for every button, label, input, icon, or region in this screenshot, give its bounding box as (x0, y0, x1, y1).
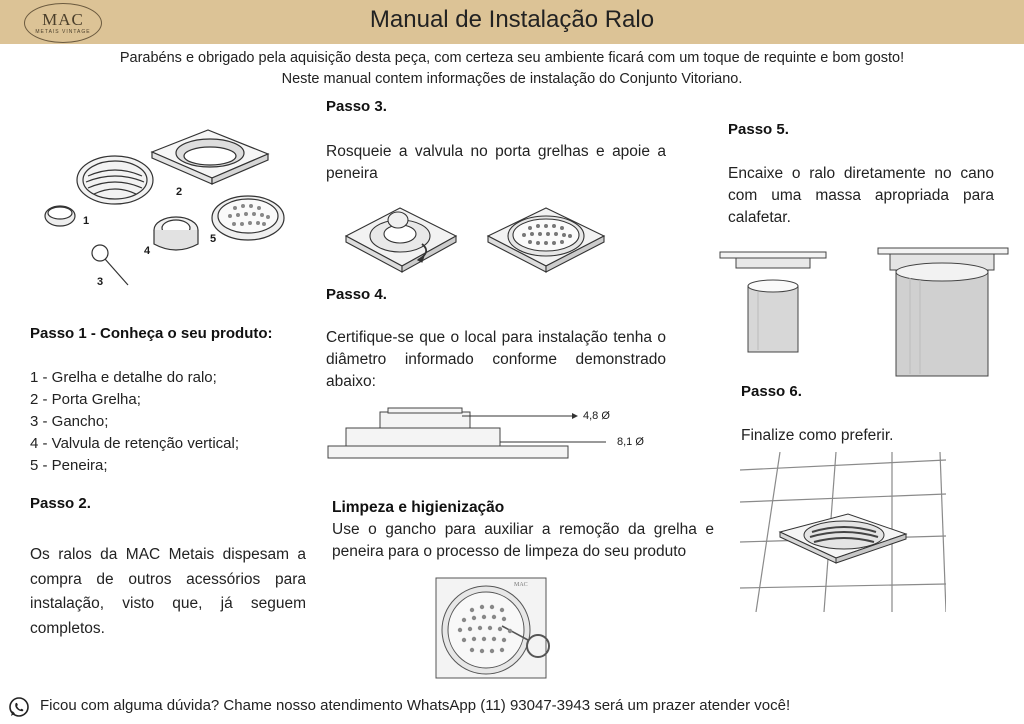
parts-diagram (30, 120, 320, 300)
whatsapp-icon[interactable] (8, 696, 30, 718)
cleaning-heading: Limpeza e higienização (332, 499, 505, 516)
part-label-4: 4 (144, 245, 151, 257)
logo-text: MAC (42, 9, 84, 29)
step2-heading: Passo 2. (30, 495, 91, 512)
cleaning-illustration (432, 574, 560, 682)
step4-heading: Passo 4. (326, 286, 387, 303)
part-label-1: 1 (83, 215, 90, 227)
step3-heading: Passo 3. (326, 98, 387, 115)
step2-text: Os ralos da MAC Metais dispesam a compra de outros acessórios para instalação, visto que, já seguem completos. (30, 546, 306, 637)
step6-illustration (740, 452, 946, 612)
intro-line-1: Parabéns e obrigado pela aquisição desta peça, com certeza seu ambiente ficará com um toque de requinte e bom gosto! (119, 50, 905, 66)
footer-contact-text: Ficou com alguma dúvida? Chame nosso atendimento WhatsApp (11) 93047-3943 será um prazer atender você! (40, 697, 791, 714)
dim-label-top: 4,8 Ø (583, 410, 610, 422)
product-stamp: MAC (514, 582, 528, 588)
diameter-diagram (326, 402, 606, 464)
step5-text: Encaixe o ralo diretamente no cano com uma massa apropriada para calafetar. (728, 165, 994, 226)
part-label-5: 5 (210, 233, 217, 245)
intro-line-2: Neste manual contem informações de instalação do Conjunto Vitoriano. (281, 71, 743, 87)
part-label-3: 3 (97, 276, 104, 288)
parts-list-item: 4 - Valvula de retenção vertical; (30, 435, 239, 452)
page-title: Manual de Instalação Ralo (369, 6, 655, 33)
step3-illustration (340, 200, 610, 276)
parts-list-item: 3 - Gancho; (30, 413, 109, 430)
cleaning-text: Use o gancho para auxiliar a remoção da grelha e peneira para o processo de limpeza do seu produto (332, 521, 714, 560)
step6-heading: Passo 6. (741, 383, 802, 400)
part-label-2: 2 (176, 186, 183, 198)
step5-heading: Passo 5. (728, 121, 789, 138)
parts-list-item: 5 - Peneira; (30, 457, 108, 474)
step6-text: Finalize como preferir. (741, 427, 894, 444)
logo-subtext: METAIS VINTAGE (35, 28, 91, 35)
step3-text: Rosqueie a valvula no porta grelhas e apoie a peneira (326, 143, 666, 182)
parts-list-item: 2 - Porta Grelha; (30, 391, 141, 408)
step4-text: Certifique-se que o local para instalação tenha o diâmetro informado conforme demonstrado abaixo: (326, 329, 666, 390)
step5-illustration (714, 244, 1012, 378)
parts-list (30, 367, 239, 477)
dim-label-bottom: 8,1 Ø (617, 436, 644, 448)
step1-heading: Passo 1 - Conheça o seu produto: (30, 325, 273, 342)
parts-list-item: 1 - Grelha e detalhe do ralo; (30, 369, 217, 386)
